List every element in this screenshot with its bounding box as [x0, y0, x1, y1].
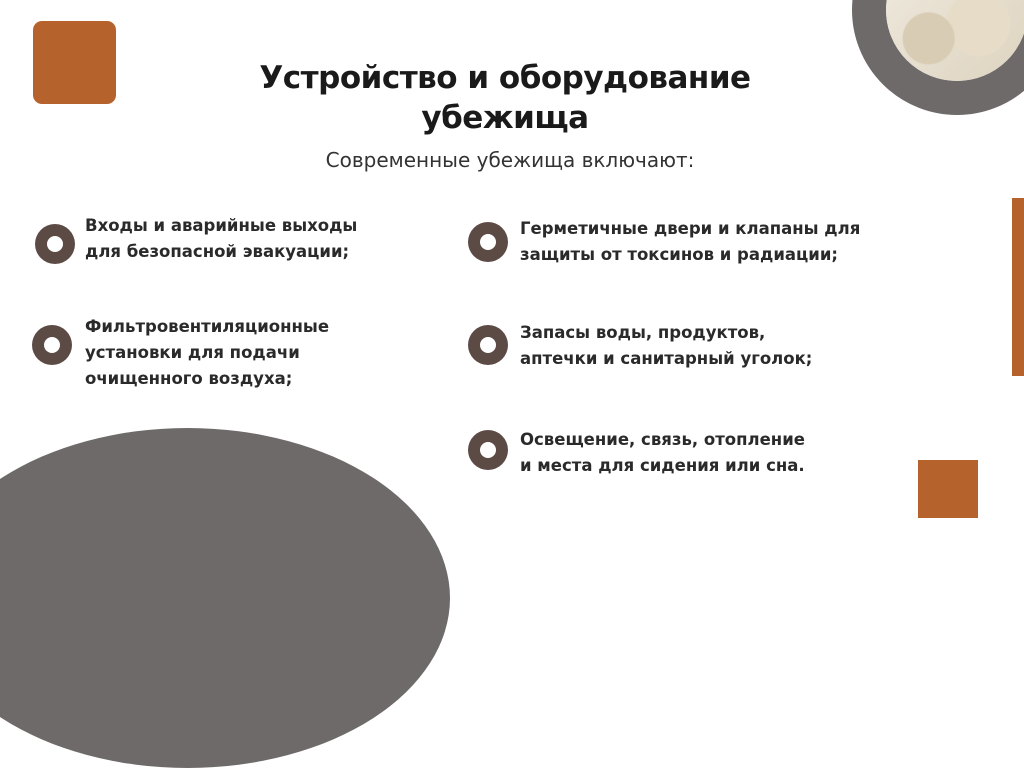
bullet-icon	[468, 430, 508, 470]
page-subtitle: Современные убежища включают:	[325, 148, 695, 172]
bullet-icon	[32, 325, 72, 365]
decor-bar-right	[1012, 198, 1024, 376]
list-item-entrances: Входы и аварийные выходы для безопасной эвакуации;	[85, 216, 358, 261]
bullet-icon	[468, 222, 508, 262]
list-item-lighting: Освещение, связь, отопление и места для сидения или сна.	[520, 430, 805, 475]
bullet-icon	[35, 224, 75, 264]
list-item-ventilation: Фильтровентиляционные установки для подачи очищенного воздуха;	[85, 317, 330, 388]
decor-square-top-left	[33, 21, 116, 104]
bullet-icon	[468, 325, 508, 365]
list-item-supplies: Запасы воды, продуктов, аптечки и санитарный уголок;	[520, 323, 813, 368]
decor-map-ring-top-right	[852, 0, 1024, 115]
list-item-doors: Герметичные двери и клапаны для защиты от токсинов и радиации;	[520, 219, 861, 264]
page-title: Устройство и оборудование убежища	[259, 60, 751, 136]
decor-square-bottom-right	[918, 460, 978, 518]
decor-ellipse-bottom-left	[0, 428, 450, 768]
map-image	[886, 0, 1024, 81]
